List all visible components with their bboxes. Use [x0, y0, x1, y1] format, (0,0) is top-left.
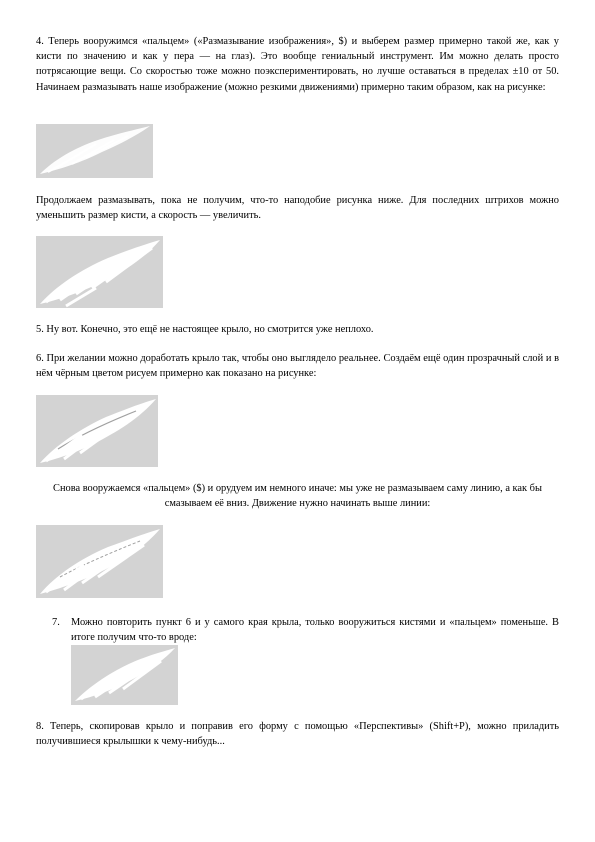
step-7-number: 7.: [52, 617, 60, 628]
paragraph-continue: Продолжаем размазывать, пока не получим, что-то наподобие рисунка ниже. Для последних штрихов можно уменьшить размер кисти, а скорость — увеличить.: [36, 195, 559, 222]
paragraph-step-8: 8. Теперь, скопировав крыло и поправив его форму с помощью «Перспективы» (Shift+P), можно приладить получившиеся крылышки к чему-нибудь...: [36, 721, 559, 748]
wing-figure-5: [71, 645, 178, 705]
paragraph-smudge-again: Снова вооружаемся «пальцем» ($) и орудуем им немного иначе: мы уже не размазываем саму линию, а как бы смазываем её вниз. Движение нужно начинать выше линии:: [53, 483, 542, 510]
wing-figure-4: [36, 525, 163, 598]
paragraph-step-5: 5. Ну вот. Конечно, это ещё не настоящее крыло, но смотрится уже неплохо.: [36, 324, 374, 335]
paragraph-step-4: 4. Теперь вооружимся «пальцем» («Размазывание изображения», $) и выберем размер примерно такой же, как у кисти по значению и как у пера — на глаз). Это вообще гениальный инструмент. Им можно делать просто потрясающие вещи. Со скоростью тоже можно поэкспериментировать, но лучше оставаться в пределах ±10 от 50. Начинаем размазывать наше изображение (можно резкими движениями) примерно таким образом, как на рисунке:: [36, 36, 559, 93]
wing-figure-2: [36, 236, 163, 308]
wing-figure-3: [36, 395, 158, 467]
paragraph-step-7: Можно повторить пункт 6 и у самого края крыла, только вооружиться кистями и «пальцем» поменьше. В итоге получим что-то вроде:: [71, 617, 559, 644]
paragraph-step-6: 6. При желании можно доработать крыло так, чтобы оно выглядело реальнее. Создаём ещё один прозрачный слой и в нём чёрным цветом рисуем примерно как показано на рисунке:: [36, 353, 559, 380]
wing-figure-1: [36, 124, 153, 178]
